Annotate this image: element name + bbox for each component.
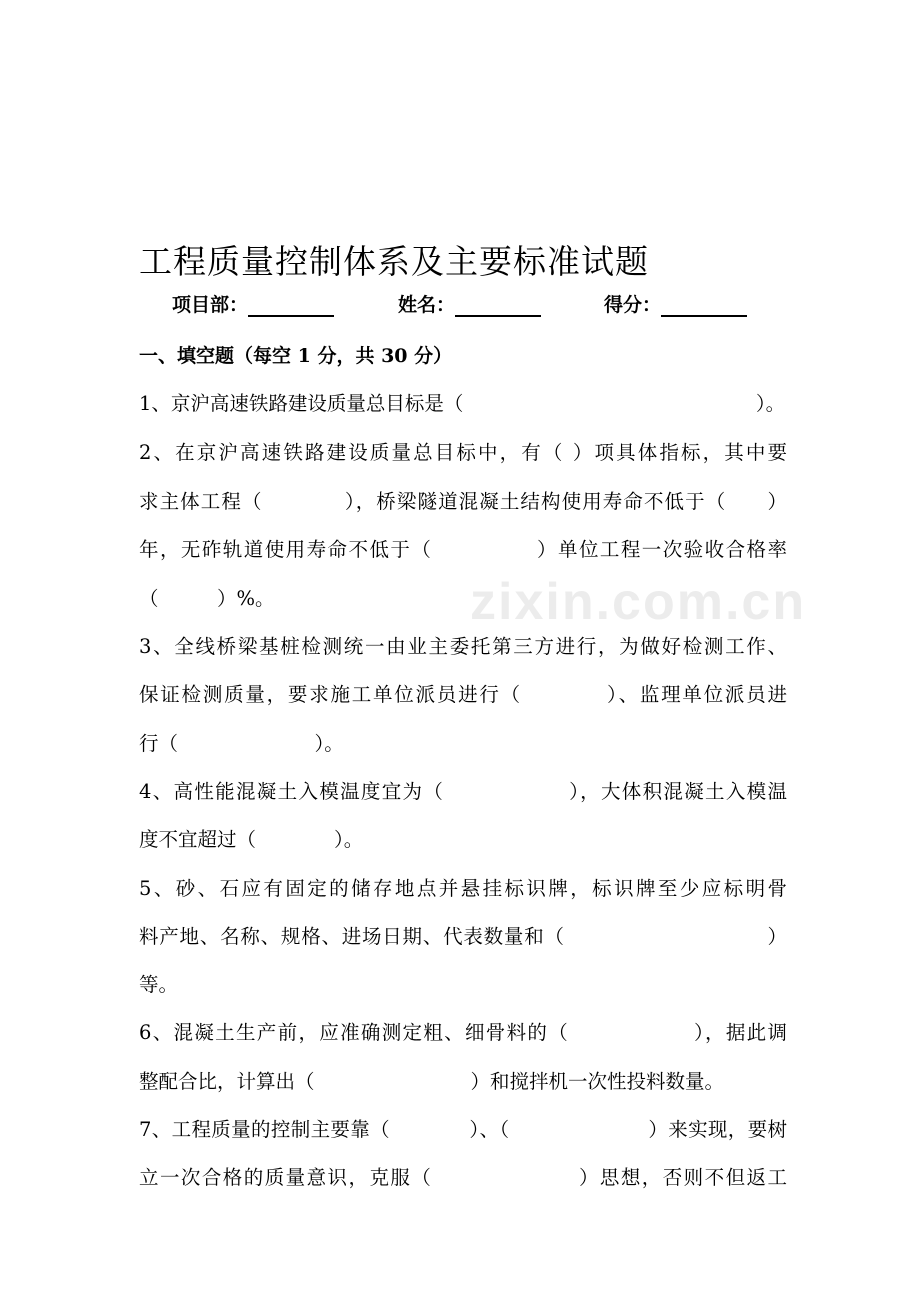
name-field (398, 290, 541, 317)
question-line: 度不宜超过（ ）。 (139, 828, 364, 851)
question-line: 料产地、名称、规格、进场日期、代表数量和（ ） (139, 925, 787, 948)
question-line: 2、在京沪高速铁路建设质量总目标中，有（ ）项具体指标，其中要 (139, 441, 787, 464)
question-line: 保证检测质量，要求施工单位派员进行（ ）、监理单位派员进 (139, 683, 787, 706)
question-line: 立一次合格的质量意识，克服（ ）思想，否则不但返工 (139, 1166, 787, 1189)
question-line: 5、砂、石应有固定的储存地点并悬挂标识牌，标识牌至少应标明骨 (139, 877, 787, 900)
section-heading: 一、填空题（每空 1 分，共 30 分） (139, 345, 453, 367)
score-blank[interactable] (661, 293, 747, 317)
name-blank[interactable] (455, 293, 541, 317)
project-dept-blank[interactable] (248, 293, 334, 317)
name-label: 姓名： (398, 294, 456, 316)
project-dept-label: 项目部： (172, 294, 249, 316)
question-line: 整配合比，计算出（ ）和搅拌机一次性投料数量。 (139, 1070, 725, 1093)
question-line: 4、高性能混凝土入模温度宜为（ ），大体积混凝土入模温 (139, 780, 787, 803)
watermark: zixin.com.cn (470, 573, 807, 631)
question-line: 1、京沪高速铁路建设质量总目标是（ ）。 (139, 392, 786, 415)
question-line: 求主体工程（ ），桥梁隧道混凝土结构使用寿命不低于（ ） (139, 490, 787, 513)
question-line: 6、混凝土生产前，应准确测定粗、细骨料的（ ），据此调 (139, 1021, 787, 1044)
score-label: 得分： (604, 294, 662, 316)
page-title: 工程质量控制体系及主要标准试题 (139, 242, 649, 281)
project-dept-field (172, 290, 334, 317)
question-line: （ ）%。 (139, 587, 275, 610)
question-line: 等。 (139, 973, 179, 996)
question-line: 行（ ）。 (139, 732, 344, 755)
header-fields (172, 290, 772, 324)
score-field (604, 290, 747, 317)
question-line: 3、全线桥梁基桩检测统一由业主委托第三方进行，为做好检测工作、 (139, 635, 787, 658)
question-line: 年，无砟轨道使用寿命不低于（ ）单位工程一次验收合格率 (139, 538, 787, 561)
question-line: 7、工程质量的控制主要靠（ ）、（ ）来实现，要树 (139, 1118, 787, 1141)
